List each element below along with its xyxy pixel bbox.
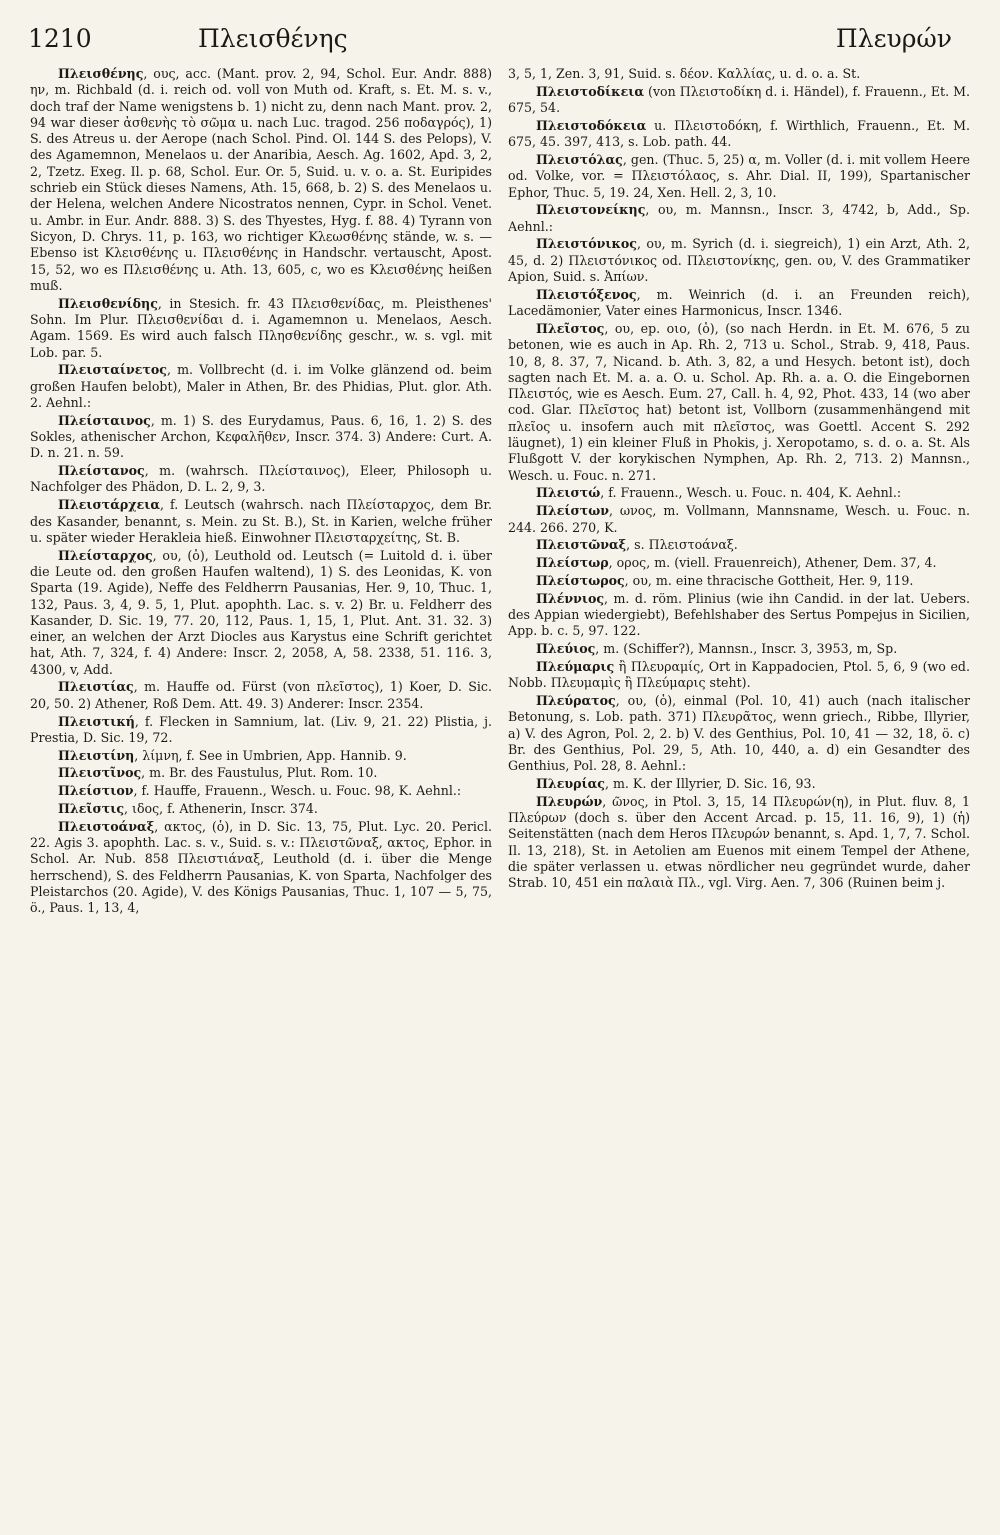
right-running-head: Πλευρών	[835, 23, 952, 53]
entry-body: , m. (Schiffer?), Mannsn., Inscr. 3, 3953, m, Sp.	[595, 641, 898, 657]
entry-body: , ωνος, m. Vollmann, Mannsname, Wesch. u. Fouc. n. 244. 266. 270, K.	[508, 503, 970, 535]
dictionary-entry	[508, 591, 970, 640]
entry-body: , m. Weinrich (d. i. an Freunden reich), Lacedämonier, Vater eines Harmonicus, Inscr. 1346.	[508, 286, 970, 319]
dictionary-entry	[508, 537, 970, 553]
entry-headword: Πλεύμαρις	[536, 658, 615, 674]
dictionary-entry	[30, 801, 492, 817]
entry-headword: Πλεῖστος	[536, 320, 605, 336]
entry-body: , ορος, m. (viell. Frauenreich), Athener, Dem. 37, 4.	[608, 555, 937, 571]
entry-headword: Πλεύρατος	[536, 692, 616, 708]
entry-body: , m. (wahrsch. Πλείσταινος), Eleer, Philosoph u. Nachfolger des Phädon, D. L. 2, 9, 3.	[30, 463, 492, 495]
entry-headword: Πλεῖστις	[58, 801, 124, 817]
dictionary-entry	[30, 362, 492, 411]
entry-body: , ιδος, f. Athenerin, Inscr. 374.	[124, 801, 318, 817]
dictionary-entry	[508, 485, 970, 501]
entry-headword: Πλειστώ	[536, 485, 601, 501]
dictionary-entry	[30, 497, 492, 546]
entry-headword: Πλειστική	[58, 713, 135, 729]
dictionary-entry	[30, 296, 492, 361]
dictionary-entry	[30, 819, 492, 917]
entry-body: , ου, (ὁ), einmal (Pol. 10, 41) auch (nach italischer Betonung, s. Lob. path. 371) Πλευρᾶτος, wenn griech., Ribbe, Illyrier, a) V. des Agron, Pol. 2, 2. b) V. des Genthius, Pol. 10, 41 — 32, 18, ö. c) Br. des Genthius, Pol. 29, 5, Ath. 10, 440, a. d) ein Gesandter des Genthius, Pol. 28, 8. Aehnl.:	[508, 692, 970, 774]
dictionary-entry	[508, 152, 970, 201]
entry-body: , f. Hauffe, Frauenn., Wesch. u. Fouc. 98, K. Aehnl.:	[133, 783, 462, 799]
entry-body: , ου, m. Syrich (d. i. siegreich), 1) ein Arzt, Ath. 2, 45, d. 2) Πλειστόνικος od. Πλειστονίκης, gen. ου, V. des Grammatiker Apion, Suid. s. Ἀπίων.	[508, 236, 970, 285]
dictionary-entry	[508, 794, 970, 892]
entry-headword: Πλευρών	[536, 793, 603, 809]
entry-body: , f. Frauenn., Wesch. u. Fouc. n. 404, K. Aehnl.:	[600, 485, 902, 501]
entry-headword: Πλέννιος	[536, 590, 605, 606]
entry-headword: Πλειστοδίκεια	[536, 83, 645, 99]
dictionary-entry	[508, 503, 970, 536]
dictionary-entry	[508, 118, 970, 151]
entry-headword: Πλειστῖνος	[58, 765, 142, 781]
entry-headword: Πλειστόλας	[536, 151, 623, 167]
dictionary-entry	[30, 413, 492, 462]
dictionary-entry	[508, 573, 970, 589]
entry-body: , m. K. der Illyrier, D. Sic. 16, 93.	[604, 775, 816, 791]
dictionary-entry	[30, 714, 492, 747]
dictionary-entry	[508, 287, 970, 320]
dictionary-entry	[508, 321, 970, 484]
entry-body: , ου, (ὁ), Leuthold od. Leutsch (= Luitold d. i. über die Leute od. den großen Haufen waltend), 1) S. des Leonidas, K. von Sparta (19. Agide), Neffe des Feldherrn Pausanias, Her. 9, 10, Thuc. 1, 132, Paus. 3, 4, 9. 5, 1, Plut. apophth. Lac. s. v. 2) Br. u. Feldherr des Kasander, D. Sic. 19, 77. 20, 112, Paus. 1, 15, 1, Plut. Ant. 31. 32. 3) einer, an welchen der Arzt Diocles aus Karystus eine Schrift gerichtet hat, Ath. 7, 324, f. 4) Andere: Inscr. 2, 2058, A, 58. 2338, 51. 116. 3, 4300, v, Add.	[30, 547, 492, 677]
entry-headword: Πλείσταινος	[58, 412, 151, 428]
dictionary-entry	[508, 84, 970, 117]
entry-headword: Πλειστοδόκεια	[536, 117, 647, 133]
dictionary-entry	[30, 765, 492, 781]
entry-headword: Πλείστωρος	[536, 572, 625, 588]
dictionary-entry	[30, 548, 492, 678]
dictionary-entry	[508, 236, 970, 285]
entry-body: , m. Vollbrecht (d. i. im Volke glänzend od. beim großen Haufen belobt), Maler in Athen, Br. des Phidias, Plut. glor. Ath. 2. Aehnl.:	[30, 362, 492, 410]
entry-headword: Πλεύιος	[536, 641, 596, 657]
entry-body: , ῶνος, in Ptol. 3, 15, 14 Πλευρών(η), in Plut. fluv. 8, 1 Πλεύρων (doch s. über den Accent Arcad. p. 15, 11. 16, 9), 1) (ἡ) Seitenstätten (nach dem Heros Πλευρών benannt, s. Apd. 1, 7, 7. Schol. Il. 13, 218), St. in Aetolien am Euenos mit einem Tempel der Athene, die später verlassen u. etwas nördlicher neu gegründet wurde, daher Strab. 10, 451 ein παλαιὰ Πλ., vgl. Virg. Aen. 7, 306 (Ruinen beim j.	[508, 793, 970, 891]
entry-headword: Πλειστίας	[58, 679, 134, 695]
dictionary-entry	[508, 202, 970, 235]
entry-body: , ου, m. eine thracische Gottheit, Her. 9, 119.	[624, 572, 914, 588]
entry-body: , in Stesich. fr. 43 Πλεισθενίδας, m. Pleisthenes' Sohn. Im Plur. Πλεισθενίδαι d. i. Agamemnon u. Menelaos, Aesch. Agam. 1569. Es wird auch falsch Πλησθενίδης geschr., w. s. vgl. mit Lob. par. 5.	[30, 295, 492, 360]
page-number: 1210	[28, 23, 92, 53]
entry-body: , f. Flecken in Samnium, lat. (Liv. 9, 21. 22) Plistia, j. Prestia, D. Sic. 19, 72.	[30, 713, 492, 745]
dictionary-entry	[508, 641, 970, 657]
entry-body: , m. d. röm. Plinius (wie ihn Candid. in der lat. Uebers. des Appian wiedergiebt), Befehlshaber des Sertus Pompejus in Sicilien, App. b. c. 5, 97. 122.	[508, 590, 970, 639]
entry-body: , ους, acc. (Mant. prov. 2, 94, Schol. Eur. Andr. 888) ην, m. Richbald (d. i. reich od. voll von Muth od. Kraft, s. Et. M. s. v., doch traf der Name wenigstens b. 1) nicht zu, denn nach Mant. prov. 2, 94 war dieser ἀσθενὴς τὸ σῶμα u. nach Luc. tragod. 256 ποδαγρός), 1) S. des Atreus u. der Aerope (nach Schol. Pind. Ol. 144 S. des Pelops), V. des Agamemnon, Menelaos u. der Anaribia, Aesch. Ag. 1602, Apd. 3, 2, 2, Tzetz. Exeg. Il. p. 68, Schol. Eur. Or. 5, Suid. u. v. o. a. St. Euripides schrieb ein Stück dieses Namens, Ath. 15, 668, b. 2) S. des Menelaos u. der Helena, welchen Andere Nicostratos nennen, Cypr. in Schol. Venet. u. Ambr. in Eur. Andr. 888. 3) S. des Thyestes, Hyg. f. 88. 4) Tyrann von Sicyon, D. Chrys. 11, p. 163, wo richtiger Κλεωσθένης stände, w. s. — Ebenso ist Κλεισθένης u. Πλεισθένης in Handschr. vertauscht, Apost. 15, 52, wo es Πλεισθένης u. Ath. 13, 605, c, wo es Κλεισθένης heißen muß.	[30, 66, 492, 293]
entry-body: , m. Hauffe od. Fürst (von πλεῖστος), 1) Koer, D. Sic. 20, 50. 2) Athener, Roß Dem. Att. 49. 3) Anderer: Inscr. 2354.	[30, 679, 492, 711]
entry-headword: Πλεισταίνετος	[58, 362, 167, 378]
entry-headword: Πλειστονείκης	[536, 202, 646, 218]
entry-body: (von Πλειστοδίκη d. i. Händel), f. Frauenn., Et. M. 675, 54.	[508, 83, 970, 116]
left-column	[30, 66, 492, 1521]
dictionary-entry	[508, 555, 970, 571]
dictionary-entry	[508, 659, 970, 692]
entry-body: , f. Leutsch (wahrsch. nach Πλείσταρχος, dem Br. des Kasander, benannt, s. Mein. zu St. B.), St. in Karien, welche früher u. später wieder Herakleia hieß. Einwohner Πλεισταρχείτης, St. B.	[30, 497, 492, 545]
entry-headword: Πλειστόνικος	[536, 236, 637, 252]
entry-headword: Πλείστιον	[58, 783, 134, 799]
entry-headword: Πλειστόξενος	[536, 286, 637, 302]
entry-body: ἢ Πλευραμίς, Ort in Kappadocien, Ptol. 5, 6, 9 (wo ed. Nobb. Πλευμαμὶς ἢ Πλεύμαρις steht).	[508, 658, 970, 691]
dictionary-entry	[30, 66, 492, 294]
entry-body: , λίμνη, f. See in Umbrien, App. Hannib. 9.	[134, 747, 407, 763]
entry-headword: Πλευρίας	[536, 775, 605, 791]
dictionary-entry	[508, 776, 970, 792]
entry-headword: Πλείσταρχος	[58, 547, 153, 563]
entry-body: , ου, m. Mannsn., Inscr. 3, 4742, b, Add., Sp. Aehnl.:	[508, 202, 970, 234]
dictionary-entry	[30, 748, 492, 764]
entry-headword: Πλειστίνη	[58, 747, 135, 763]
entry-body: , m. 1) S. des Eurydamus, Paus. 6, 16, 1. 2) S. des Sokles, athenischer Archon, Κεφαλῆθεν, Inscr. 374. 3) Andere: Curt. A. D. n. 21. n. 59.	[30, 412, 492, 461]
entry-headword: Πλειστῶναξ	[536, 537, 627, 553]
dictionary-entry	[508, 66, 970, 82]
entry-headword: Πλείστανος	[58, 463, 145, 479]
entry-body: , ακτος, (ὁ), in D. Sic. 13, 75, Plut. Lyc. 20. Pericl. 22. Agis 3. apophth. Lac. s. v., Suid. s. v.: Πλειστῶναξ, ακτος, Ephor. in Schol. Ar. Nub. 858 Πλειστιάναξ, Leuthold (d. i. über die Menge herrschend), S. des Feldherrn Pausanias, K. von Sparta, Nachfolger des Pleistarchos (20. Agide), V. des Königs Pausanias, Thuc. 1, 107 — 5, 75, ö., Paus. 1, 13, 4,	[30, 818, 492, 916]
entry-headword: Πλεισθενίδης	[58, 295, 158, 311]
entry-headword: Πλεισθένης	[58, 66, 144, 81]
entry-body: , gen. (Thuc. 5, 25) α, m. Voller (d. i. mit vollem Heere od. Volke, vor. = Πλειστόλαος, s. Ahr. Dial. II, 199), Spartanischer Ephor, Thuc. 5, 19. 24, Xen. Hell. 2, 3, 10.	[508, 151, 970, 200]
right-column	[508, 66, 970, 1521]
left-running-head: Πλεισθένης	[198, 23, 348, 53]
entry-headword: Πλείστωρ	[536, 555, 609, 571]
entry-headword: Πλειστάρχεια	[58, 497, 161, 513]
entry-headword: Πλείστων	[536, 503, 609, 519]
entry-body: , s. Πλειστοάναξ.	[626, 537, 738, 553]
page-header	[28, 10, 972, 66]
entry-body: u. Πλειστοδόκη, f. Wirthlich, Frauenn., Et. M. 675, 45. 397, 413, s. Lob. path. 44.	[508, 117, 970, 150]
entry-body: , ου, ep. οιο, (ὁ), (so nach Herdn. in Et. M. 676, 5 zu betonen, wie es auch in Ap. Rh. 2, 713 u. Schol., Strab. 9, 418, Paus. 10, 8, 8. 37, 7, Nicand. b. Ath. 3, 82, a und Hesych. betont ist), doch sagten nach Et. M. a. a. O. u. Schol. Ap. Rh. a. a. O. die Eingebornen Πλειστός, wie es Aesch. Eum. 27, Call. h. 4, 92, Phot. 433, 14 (wo aber cod. Glar. Πλεῖστος hat) betont ist, Vollborn (zusammenhängend mit πλεῖος u. insofern auch mit πλεῖστος, was Goettl. Accent S. 292 läugnet), 1) ein kleiner Fluß in Phokis, j. Xeropotamo, s. d. o. a. St. Als Flußgott V. der korykischen Nymphen, Ap. Rh. 2, 713. 2) Mannsn., Wesch. u. Fouc. n. 271.	[508, 320, 970, 483]
entry-body: , m. Br. des Faustulus, Plut. Rom. 10.	[141, 765, 378, 781]
entry-body: 3, 5, 1, Zen. 3, 91, Suid. s. δέον. Καλλίας, u. d. o. a. St.	[508, 66, 861, 81]
dictionary-entry	[30, 463, 492, 496]
dictionary-entry	[508, 693, 970, 774]
dictionary-entry	[30, 783, 492, 799]
dictionary-entry	[30, 679, 492, 712]
entry-headword: Πλειστοάναξ	[58, 818, 155, 834]
